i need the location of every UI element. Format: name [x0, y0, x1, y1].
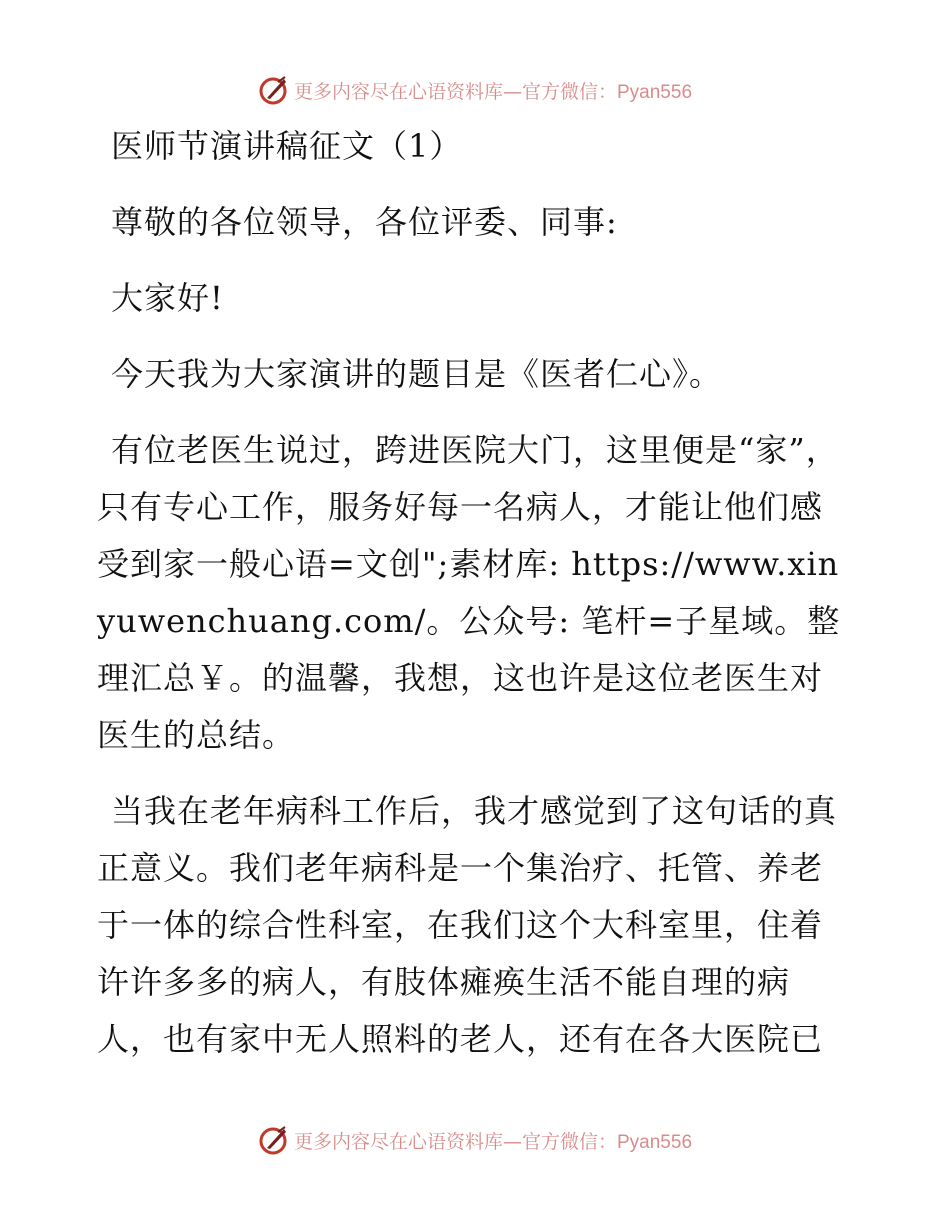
banner-wechat-id: Pyan556 [617, 1131, 693, 1153]
footer-banner [0, 1120, 950, 1160]
body-paragraph: 当我在老年病科工作后，我才感觉到了这句话的真正意义。我们老年病科是一个集治疗、托管、养老于一体的综合性科室，在我们这个大科室里，住着许许多多的病人，有肢体瘫痪生活不能自理的病人，也有家中无人照料的老人，还有在各大医院已 [97, 792, 838, 1058]
quill-logo-icon [258, 74, 290, 106]
document-body [97, 118, 849, 1068]
body-paragraph: 有位老医生说过，跨进医院大门，这里便是“家”，只有专心工作，服务好每一名病人，才能让他们感受到家一般心语=文创";素材库: https://www.xinyuwenchuang.com/。公众号: 笔杆=子星域。整理汇总￥。的温馨，我想，这也许是这位老医生对医生的总结。 [97, 431, 841, 754]
document-title: 医师节演讲稿征文（1） [111, 127, 463, 165]
banner-main-text: 更多内容尽在心语资料库—官方微信： [293, 80, 617, 103]
salutation: 尊敬的各位领导，各位评委、同事: [111, 203, 618, 241]
header-banner [0, 70, 950, 110]
banner-main-text: 更多内容尽在心语资料库—官方微信： [293, 1130, 617, 1153]
banner-text [294, 77, 692, 104]
banner-wechat-id: Pyan556 [617, 81, 693, 103]
banner-text [294, 1127, 692, 1154]
greeting: 大家好! [111, 279, 224, 317]
speech-topic: 今天我为大家演讲的题目是《医者仁心》。 [111, 355, 723, 393]
quill-logo-icon [258, 1124, 290, 1156]
